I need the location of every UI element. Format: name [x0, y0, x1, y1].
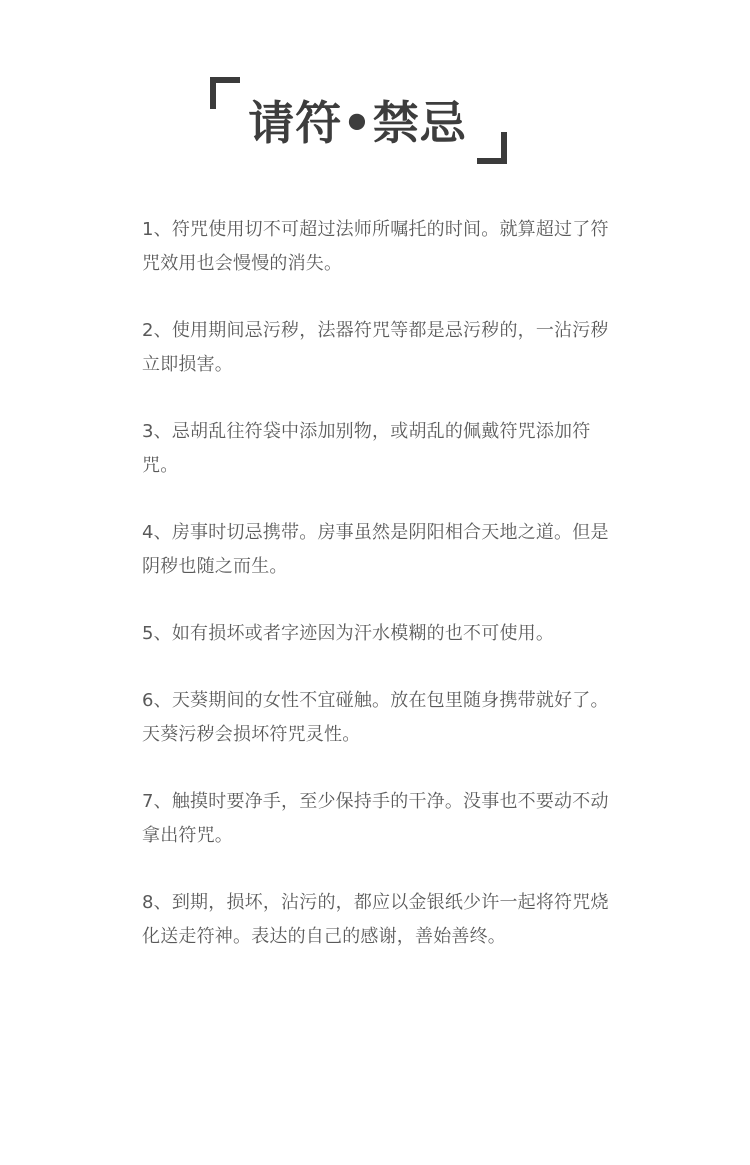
page-title: 请符•禁忌: [248, 96, 467, 150]
rule-item-6: 6、天葵期间的女性不宜碰触。放在包里随身携带就好了。天葵污秽会损坏符咒灵性。: [142, 690, 609, 745]
title-block: [0, 0, 750, 180]
rule-item-4: 4、房事时切忌携带。房事虽然是阴阳相合天地之道。但是阴秽也随之而生。: [142, 522, 609, 577]
rules-list: [142, 213, 626, 987]
corner-bracket-close-icon: [477, 132, 507, 164]
rule-item-5: 5、如有损坏或者字迹因为汗水模糊的也不可使用。: [142, 623, 555, 644]
rule-item-7: 7、触摸时要净手，至少保持手的干净。没事也不要动不动拿出符咒。: [142, 791, 609, 846]
rule-item-1: 1、符咒使用切不可超过法师所嘱托的时间。就算超过了符咒效用也会慢慢的消失。: [142, 219, 609, 274]
corner-bracket-open-icon: [210, 77, 240, 109]
rule-item-2: 2、使用期间忌污秽，法器符咒等都是忌污秽的，一沾污秽立即损害。: [142, 320, 609, 375]
rule-item-3: 3、忌胡乱往符袋中添加别物，或胡乱的佩戴符咒添加符咒。: [142, 421, 591, 476]
rule-item-8: 8、到期，损坏，沾污的，都应以金银纸少许一起将符咒烧化送走符神。表达的自己的感谢，善始善终。: [142, 892, 609, 947]
